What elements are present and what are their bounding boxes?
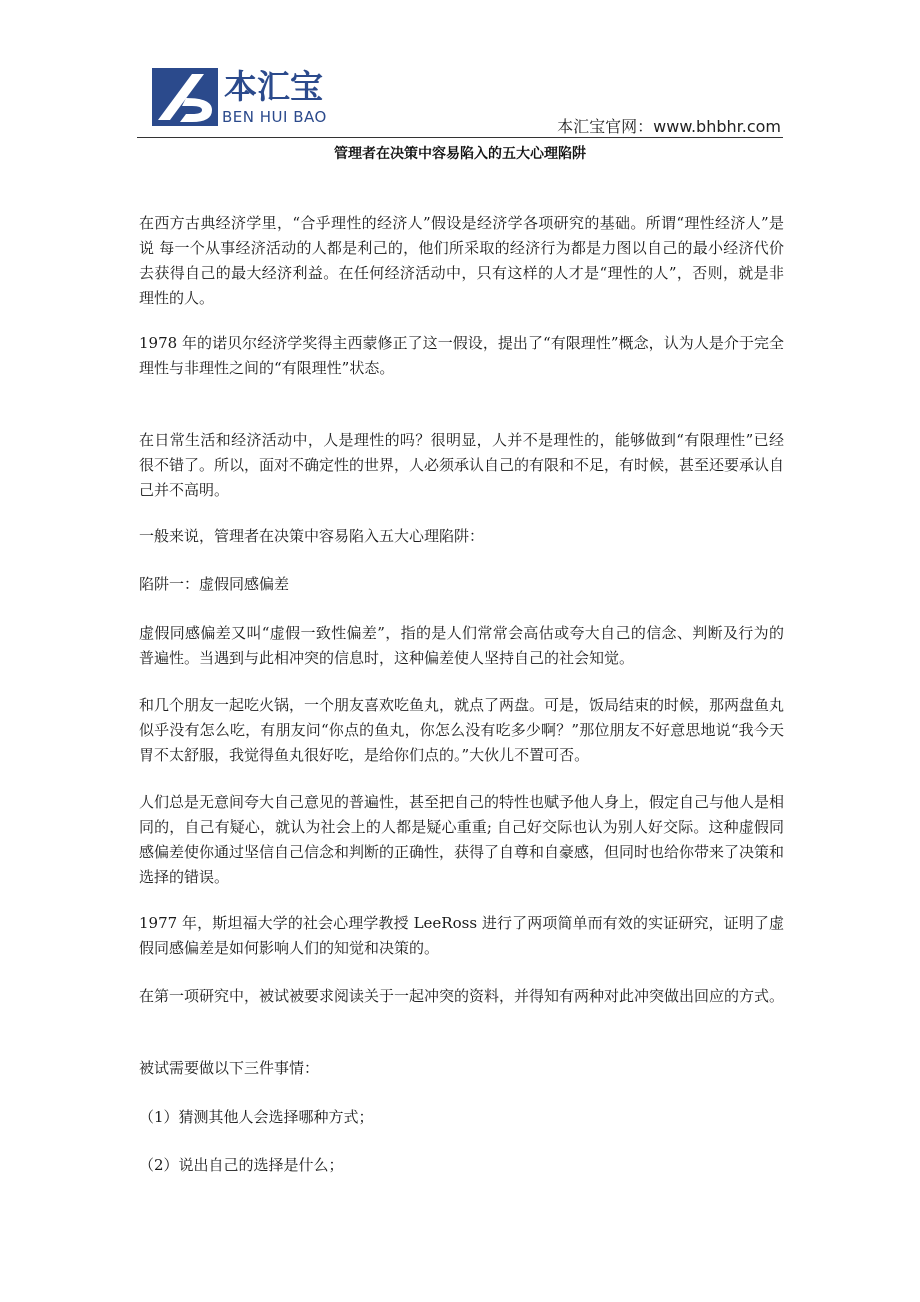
paragraph-5: 虚假同感偏差又叫“虚假一致性偏差”，指的是人们常常会高估或夸大自己的信念、判断及行为的普遍性。当遇到与此相冲突的信息时，这种偏差使人坚持自己的社会知觉。 [139, 624, 784, 667]
site-url[interactable]: 本汇宝官网：www.bhbhr.com [557, 117, 781, 136]
section-heading-trap-1: 陷阱一：虚假同感偏差 [139, 575, 290, 593]
list-item-1: （1）猜测其他人会选择哪种方式； [139, 1108, 374, 1126]
list-item-2: （2）说出自己的选择是什么； [139, 1156, 344, 1174]
paragraph-1: 在西方古典经济学里，“合乎理性的经济人”假设是经济学各项研究的基础。所谓“理性经济人”是说 每一个从事经济活动的人都是利己的，他们所采取的经济行为都是力图以自己的最小经济代价去获得自己的最大经济利益。在任何经济活动中，只有这样的人才是“理性的人”，否则，就是非理性的人。 [139, 214, 784, 307]
paragraph-9: 在第一项研究中，被试被要求阅读关于一起冲突的资料，并得知有两种对此冲突做出回应的方式。 [139, 987, 785, 1005]
logo [152, 68, 372, 126]
logo-english-text: BEN HUI BAO [222, 108, 327, 126]
header-divider [137, 137, 783, 138]
paragraph-8: 1977 年，斯坦福大学的社会心理学教授 LeeRoss 进行了两项简单而有效的实证研究，证明了虚假同感偏差是如何影响人们的知觉和决策的。 [139, 914, 784, 957]
paragraph-7: 人们总是无意间夸大自己意见的普遍性，甚至把自己的特性也赋予他人身上，假定自己与他人是相同的，自己有疑心，就认为社会上的人都是疑心重重; 自己好交际也认为别人好交际。这种虚假同感偏差使你通过坚信自己信念和判断的正确性，获得了自尊和自豪感，但同时也给你带来了决策和选择的错误。 [139, 793, 785, 886]
logo-mark-icon [152, 68, 218, 126]
paragraph-6: 和几个朋友一起吃火锅，一个朋友喜欢吃鱼丸，就点了两盘。可是，饭局结束的时候，那两盘鱼丸似乎没有怎么吃，有朋友问“你点的鱼丸，你怎么没有吃多少啊？”那位朋友不好意思地说“我今天胃不太舒服，我觉得鱼丸很好吃，是给你们点的。”大伙儿不置可否。 [139, 696, 785, 764]
paragraph-10: 被试需要做以下三件事情： [139, 1059, 320, 1077]
logo-chinese-text: 本汇宝 [224, 67, 323, 106]
document-title: 管理者在决策中容易陷入的五大心理陷阱 [334, 146, 586, 162]
paragraph-4: 一般来说，管理者在决策中容易陷入五大心理陷阱： [139, 527, 485, 545]
paragraph-3: 在日常生活和经济活动中，人是理性的吗？很明显，人并不是理性的，能够做到“有限理性”已经很不错了。所以，面对不确定性的世界，人必须承认自己的有限和不足，有时候，甚至还要承认自己并不高明。 [139, 431, 785, 499]
paragraph-2: 1978 年的诺贝尔经济学奖得主西蒙修正了这一假设，提出了“有限理性”概念，认为人是介于完全理性与非理性之间的“有限理性”状态。 [139, 334, 784, 377]
